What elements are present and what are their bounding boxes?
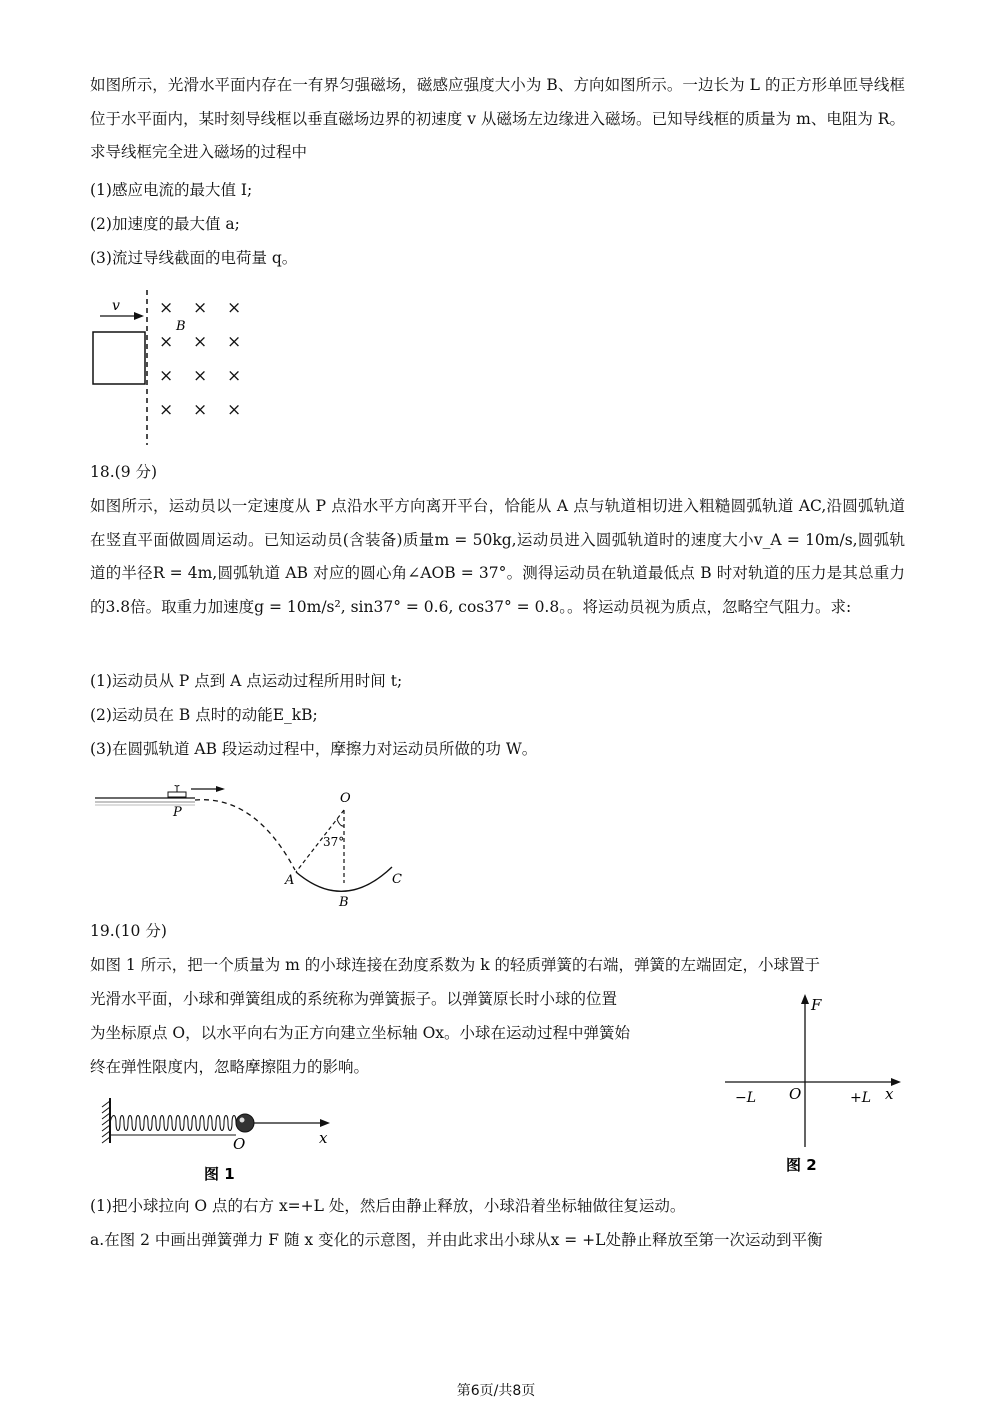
fig2-caption: 图 2 [786,1156,817,1174]
point-o-label: O [340,791,351,806]
q18-item-2: (2)运动员在 B 点时的动能E_kB; [90,706,318,724]
ball [236,1114,254,1132]
q18-figure [95,785,415,910]
fig1-caption: 图 1 [204,1165,235,1183]
q19-figure-1 [98,1095,348,1190]
point-c-label: C [392,872,402,887]
svg-text:×: × [193,366,208,386]
q19-header: 19.(10 分) [90,922,167,940]
svg-text:×: × [159,298,174,318]
fig2-neg-l-label: −L [735,1090,757,1106]
fig1-axis-label: x [319,1129,328,1147]
q18-header: 18.(9 分) [90,463,158,481]
svg-text:×: × [227,298,242,318]
svg-text:×: × [159,400,174,420]
q17-figure [90,290,260,450]
q19-intro-line-3: 为坐标原点 O，以水平向右为正方向建立坐标轴 Ox。小球在运动过程中弹簧始 [90,1024,631,1042]
svg-text:×: × [193,400,208,420]
point-b-label: B [339,895,349,910]
q18-item-3: (3)在圆弧轨道 AB 段运动过程中，摩擦力对运动员所做的功 W。 [90,740,538,758]
svg-text:×: × [159,332,174,352]
q19-item-a: a.在图 2 中画出弹簧弹力 F 随 x 变化的示意图，并由此求出小球从x = +L处静止释放至第一次运动到平衡 [90,1231,823,1249]
fig1-origin-label: O [233,1135,246,1153]
point-a-label: A [285,873,295,888]
page-footer: 第6页/共8页 [456,1383,536,1399]
q18-intro: 如图所示，运动员以一定速度从 P 点沿水平方向离开平台，恰能从 A 点与轨道相切进入粗糙圆弧轨道 AC,沿圆弧轨道在竖直平面做圆周运动。已知运动员(含装备)质量m = 50kg,运动员进入圆弧轨道时的速度大小v_A = 10m/s,圆弧轨道的半径R = 4m,圆弧轨道 AB 对应的圆心角∠AOB = 37°。测得运动员在轨道最低点 B 时对轨道的压力是其总重力的3.8倍。取重力加速度g = 10m/s², sin37° = 0.6, cos37° = 0.8。。将运动员视为质点，忽略空气阻力。求: [90,497,905,616]
q19-intro-line-1: 如图 1 所示，把一个质量为 m 的小球连接在劲度系数为 k 的轻质弹簧的右端，弹簧的左端固定，小球置于 [90,956,821,974]
q17-item-1: (1)感应电流的最大值 I; [90,181,253,199]
angle-label: 37° [323,835,345,849]
svg-text:×: × [227,332,242,352]
q19-intro-line-4: 终在弹性限度内，忽略摩擦阻力的影响。 [90,1058,370,1076]
svg-text:×: × [227,366,242,386]
q19-item-1: (1)把小球拉向 O 点的右方 x=+L 处，然后由静止释放，小球沿着坐标轴做往复运动。 [90,1197,686,1215]
q19-figure-2 [725,992,910,1177]
svg-text:×: × [193,298,208,318]
q17-item-3: (3)流过导线截面的电荷量 q。 [90,249,298,267]
fig2-y-axis-label: F [811,996,822,1014]
q19-intro-line-2: 光滑水平面，小球和弹簧组成的系统称为弹簧振子。以弹簧原长时小球的位置 [90,990,618,1008]
svg-text:×: × [193,332,208,352]
fig2-origin-label: O [789,1085,802,1103]
spring [110,1116,236,1131]
q17-intro: 如图所示，光滑水平面内存在一有界匀强磁场，磁感应强度大小为 B、方向如图所示。一边长为 L 的正方形单匝导线框位于水平面内，某时刻导线框以垂直磁场边界的初速度 v 从磁场左边缘进入磁场。已知导线框的质量为 m、电阻为 R。求导线框完全进入磁场的过程中 [90,76,905,161]
fig2-pos-l-label: +L [850,1090,872,1106]
velocity-label: v [112,298,120,314]
q18-item-1: (1)运动员从 P 点到 A 点运动过程所用时间 t; [90,672,403,690]
svg-text:×: × [159,366,174,386]
field-label: B [176,319,186,334]
fig2-x-axis-label: x [885,1085,894,1103]
field-crosses [159,298,241,420]
q17-item-2: (2)加速度的最大值 a; [90,215,240,233]
svg-text:×: × [227,400,242,420]
point-p-label: P [173,805,182,820]
